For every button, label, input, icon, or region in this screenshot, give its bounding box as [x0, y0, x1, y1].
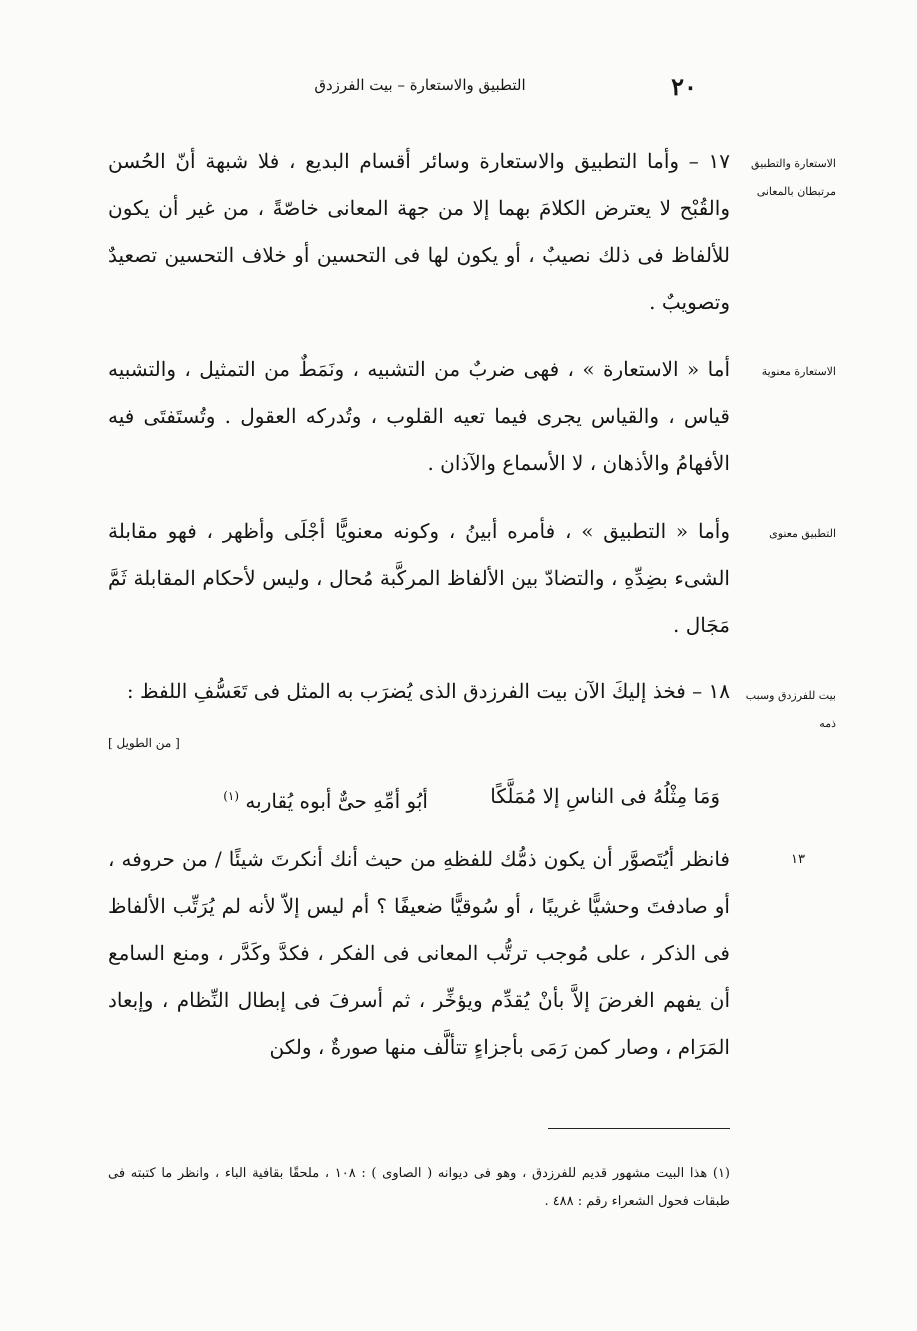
footnote: (١) هذا البيت مشهور قديم للفرزدق ، وهو فى ديوانه ( الصاوى ) : ١٠٨ ، ملحقًا بقافية الباء ، وانظر ما كتبته فى طبقات فحول الشعراء رقم : ٤٨٨ .: [108, 1166, 730, 1209]
paragraph-istiara: أما « الاستعارة » ، فهى ضربٌ من التشبيه ، ونَمَطٌ من التمثيل ، والتشبيه قياس ، والقياس يجرى فيما تعيه القلوب ، وتُدركه العقول . وتُستَفتَى فيه الأفهامُ والأذهان ، لا الأسماع والآذان .: [108, 357, 730, 475]
meter-note: [ من الطويل ]: [108, 736, 180, 750]
paragraph-18: ١٨ – فخذ إليكَ الآن بيت الفرزدق الذى يُضرَب به المثل فى تَعَسُّفِ اللفظ :: [126, 679, 730, 703]
line-number: ١٣: [791, 852, 805, 867]
verse-second-hemistich-text: أبُو أمِّهِ حىٌّ أبوه يُقاربه: [245, 788, 428, 813]
page-number: ٢٠: [671, 72, 697, 101]
verse-second-hemistich: [223, 776, 428, 821]
footnote-rule: [548, 1128, 730, 1129]
margin-note-4: بيت للفرزدق وسبب ذمه: [745, 689, 836, 730]
running-title: التطبيق والاستعارة – بيت الفرزدق: [314, 76, 526, 94]
paragraph-analysis: فانظر أيُتَصوَّر أن يكون ذمُّك للفظهِ من حيث أنك أنكرتَ شيئًا / من حروفه ، أو صادفتَ وحشيًّا غريبًا ، أو سُوقيًّا ضعيفًا ؟ أم ليس إلاّ لأنه لم يُرَتِّب الألفاظ فى الذكر ، على مُوجب ترتُّب المعانى فى الفكر ، فكدَّ وكَدَّر ، ومنع السامع أن يفهم الغرضَ إلاَّ بأنْ يُقدِّم ويؤخِّر ، ثم أسرفَ فى إبطال النِّظام ، وإبعاد المَرَام ، وصار كمن رَمَى بأجزاءٍ تتألَّف منها صورةٌ ، ولكن: [108, 847, 730, 1059]
margin-note-2: الاستعارة معنوية: [761, 365, 836, 378]
footnote-marker: (١): [223, 789, 240, 803]
margin-note-3: التطبيق معنوى: [769, 527, 836, 540]
margin-note-1: الاستعارة والتطبيق مرتبطان بالمعانى: [751, 157, 836, 198]
verse-first-hemistich: وَمَا مِثْلُهُ فى الناسِ إلا مُمَلَّكًا: [490, 784, 720, 808]
paragraph-tatbiq: وأما « التطبيق » ، فأمره أبينُ ، وكونه معنويًّا أجْلَى وأظهر ، فهو مقابلة الشىء بضِدِّهِ ، والتضادّ بين الألفاظ المركَّبة مُحال ، وليس لأحكام المقابلة ثَمَّ مَجَال .: [108, 519, 730, 637]
paragraph-17: ١٧ – وأما التطبيق والاستعارة وسائر أقسام البديع ، فلا شبهة أنّ الحُسن والقُبْح لا يعترض الكلامَ بهما إلا من جهة المعانى خاصّةً ، من غير أن يكون للألفاظ فى ذلك نصيبٌ ، أو يكون لها فى التحسين أو خلاف التحسين تصعيدٌ وتصويبٌ .: [108, 149, 730, 314]
